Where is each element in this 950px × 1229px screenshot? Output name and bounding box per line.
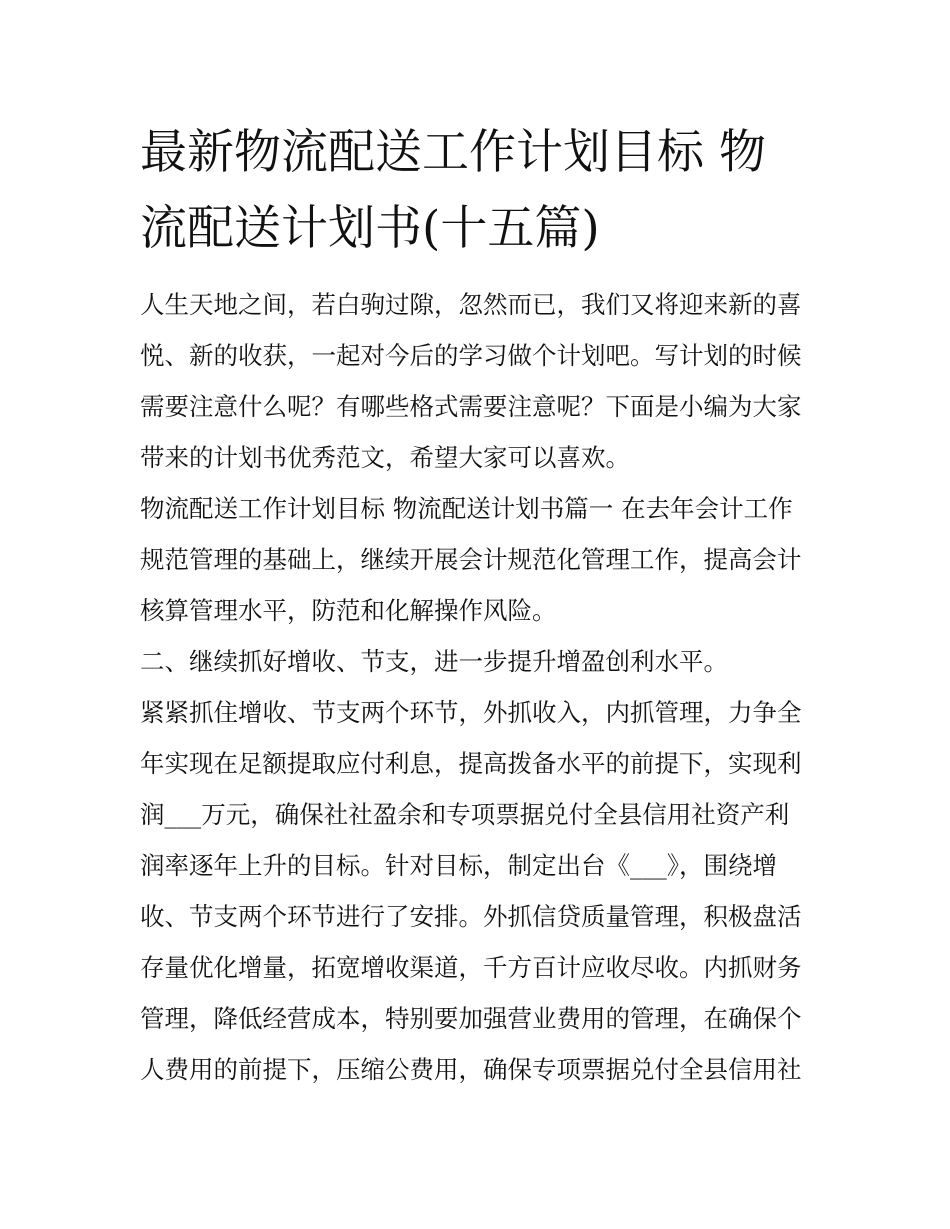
body-line: 润率逐年上升的目标。针对目标，制定出台《___》，围绕增: [140, 851, 777, 880]
body-line: 润___万元，确保社社盈余和专项票据兑付全县信用社资产利: [140, 800, 790, 829]
title-line: 最新物流配送工作计划目标 物: [140, 125, 766, 180]
body-line: 人生天地之间，若白驹过隙，忽然而已，我们又将迎来新的喜: [140, 290, 802, 319]
body-line: 收、节支两个环节进行了安排。外抓信贷质量管理，积极盘活: [140, 902, 802, 931]
body-line: 管理，降低经营成本，特别要加强营业费用的管理，在确保个: [140, 1004, 802, 1033]
body-line: 紧紧抓住增收、节支两个环节，外抓收入，内抓管理，力争全: [140, 698, 802, 727]
body-line: 核算管理水平，防范和化解操作风险。: [140, 596, 557, 625]
body-line: 规范管理的基础上，继续开展会计规范化管理工作，提高会计: [140, 545, 802, 574]
body-line: 物流配送工作计划目标 物流配送计划书篇一 在去年会计工作: [140, 494, 793, 523]
body-line: 年实现在足额提取应付利息，提高拨备水平的前提下，实现利: [140, 749, 802, 778]
title-line: 流配送计划书(十五篇): [140, 201, 600, 256]
body-line: 二、继续抓好增收、节支，进一步提升增盈创利水平。: [140, 647, 728, 676]
body-line: 存量优化增量，拓宽增收渠道，千方百计应收尽收。内抓财务: [140, 953, 802, 982]
document-body: [140, 279, 820, 1095]
document-title: [140, 115, 820, 267]
body-line: 带来的计划书优秀范文，希望大家可以喜欢。: [140, 443, 630, 472]
body-line: 人费用的前提下，压缩公费用，确保专项票据兑付全县信用社: [140, 1055, 802, 1084]
body-line: 悦、新的收获，一起对今后的学习做个计划吧。写计划的时候: [140, 341, 802, 370]
body-line: 需要注意什么呢？有哪些格式需要注意呢？下面是小编为大家: [140, 392, 802, 421]
